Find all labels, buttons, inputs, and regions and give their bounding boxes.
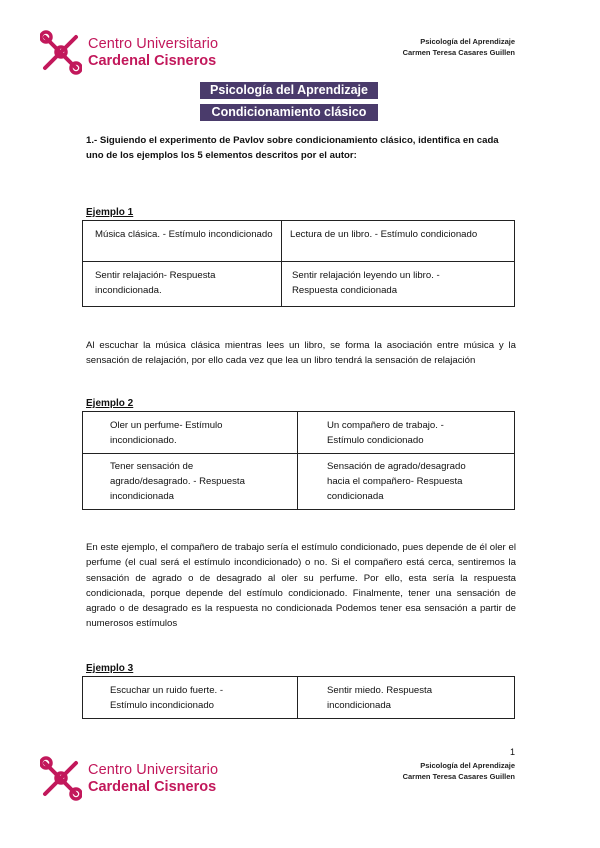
table-row	[83, 412, 515, 454]
header-author: Carmen Teresa Casares Guillen	[402, 48, 515, 57]
table-cell: Oler un perfume- Estímulo incondicionado.	[83, 412, 298, 454]
paragraph-2: En este ejemplo, el compañero de trabajo sería el estímulo condicionado, pues depende de él oler el perfume (el cual será el estímulo incondicionado) o no. Si el compañero está cerca, sentiremos la sensación de agrado o de desagrado al oler su perfume. Por ello, esta sería la respuesta condicionada, porque depende del estímulo condicionado. Finalmente, tener una sensación de agrado o de desagrado es la respuesta no condicionada Podemos tener esa sensación a partir de numerosos estímulos	[86, 542, 516, 630]
table-cell: Sentir miedo. Respuesta incondicionada	[298, 677, 515, 719]
header-course: Psicología del Aprendizaje	[420, 37, 515, 46]
table-cell: Escuchar un ruido fuerte. - Estímulo incondicionado	[83, 677, 298, 719]
table-cell: Lectura de un libro. - Estímulo condicionado	[282, 221, 515, 262]
table-cell: Tener sensación de agrado/desagrado. - Respuesta incondicionada	[83, 454, 298, 510]
footer-author: Carmen Teresa Casares Guillen	[402, 772, 515, 781]
table-cell: Sentir relajación leyendo un libro. - Respuesta condicionada	[282, 262, 515, 307]
table-row	[83, 221, 515, 262]
footer-course: Psicología del Aprendizaje	[420, 761, 515, 770]
example-3-label: Ejemplo 3	[86, 663, 134, 674]
example-3-table	[82, 676, 515, 719]
table-cell: Un compañero de trabajo. - Estímulo condicionado	[298, 412, 515, 454]
table-row	[83, 677, 515, 719]
page-subtitle: Condicionamiento clásico	[200, 104, 378, 121]
page-number: 1	[509, 747, 515, 757]
example-2-label: Ejemplo 2	[86, 398, 134, 409]
paragraph-1: Al escuchar la música clásica mientras lees un libro, se forma la asociación entre música y la sensación de relajación, por ello cada vez que lea un libro tendrá la sensación de relajación	[86, 340, 516, 367]
question-text: 1.- Siguiendo el experimento de Pavlov sobre condicionamiento clásico, identifica en cada uno de los ejemplos los 5 elementos descritos por el autor:	[86, 135, 499, 161]
example-1-table	[82, 220, 515, 307]
logo-line2: Cardenal Cisneros	[88, 53, 217, 69]
table-row	[83, 262, 515, 307]
example-1-label: Ejemplo 1	[86, 207, 134, 218]
footer-logo	[40, 756, 218, 802]
university-logo-icon	[40, 756, 82, 802]
example-2-table	[82, 411, 515, 510]
header-info	[403, 36, 515, 58]
table-row	[83, 454, 515, 510]
page-title: Psicología del Aprendizaje	[200, 82, 378, 99]
footer-logo-line2: Cardenal Cisneros	[88, 779, 217, 795]
university-logo-icon	[40, 30, 82, 76]
header-logo	[40, 30, 218, 76]
table-cell: Sentir relajación- Respuesta incondicionada.	[83, 262, 282, 307]
footer-info	[403, 760, 515, 782]
table-cell: Música clásica. - Estímulo incondicionado	[83, 221, 282, 262]
footer-logo-line1: Centro Universitario	[88, 762, 219, 778]
table-cell: Sensación de agrado/desagrado hacia el compañero- Respuesta condicionada	[298, 454, 515, 510]
logo-line1: Centro Universitario	[88, 36, 219, 52]
